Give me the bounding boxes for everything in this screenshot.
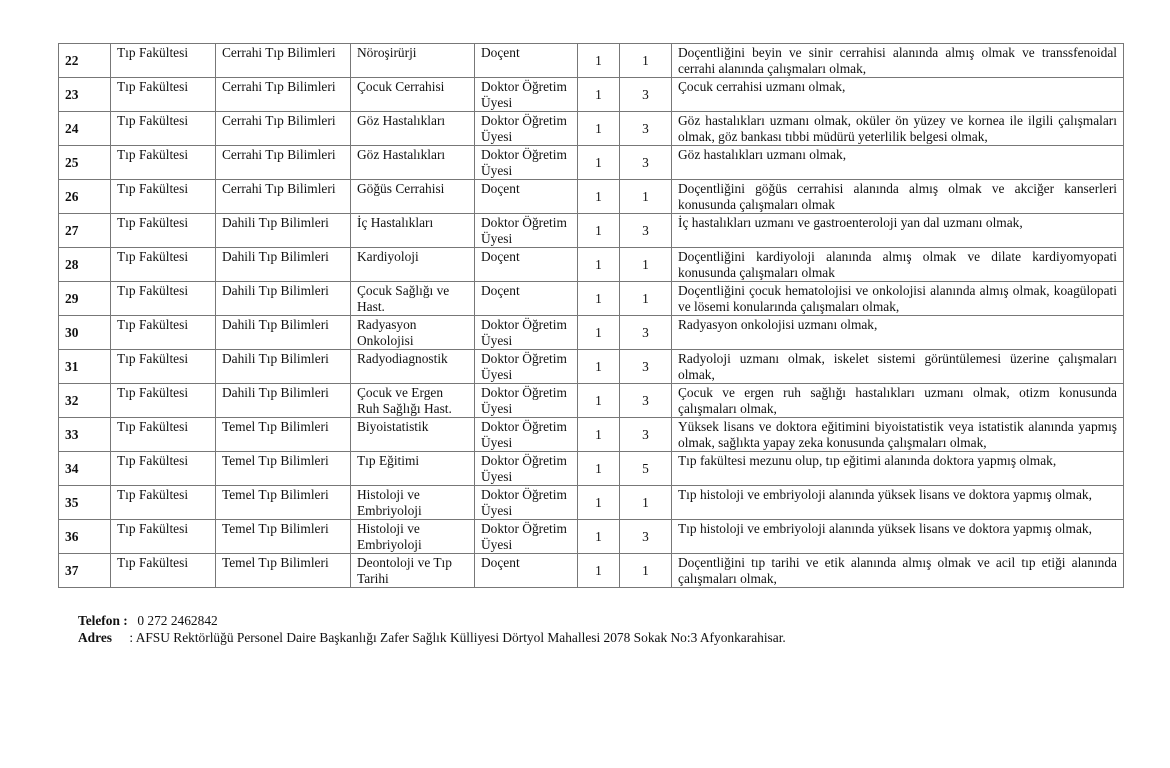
- division-cell: İç Hastalıkları: [351, 214, 475, 248]
- row-number: 31: [59, 350, 111, 384]
- title-cell: Doktor Öğretim Üyesi: [475, 112, 578, 146]
- count-cell: 3: [620, 350, 672, 384]
- division-cell: Deontoloji ve Tıp Tarihi: [351, 554, 475, 588]
- department-cell: Cerrahi Tıp Bilimleri: [216, 78, 351, 112]
- table-row: [59, 112, 1124, 146]
- table-row: [59, 214, 1124, 248]
- table-row: [59, 350, 1124, 384]
- table-body: [59, 44, 1124, 588]
- title-cell: Doktor Öğretim Üyesi: [475, 520, 578, 554]
- count-cell: 3: [620, 384, 672, 418]
- degree-cell: 1: [578, 44, 620, 78]
- row-number: 28: [59, 248, 111, 282]
- faculty-cell: Tıp Fakültesi: [111, 282, 216, 316]
- title-cell: Doçent: [475, 44, 578, 78]
- degree-cell: 1: [578, 316, 620, 350]
- address-line: [78, 629, 786, 646]
- table-row: [59, 452, 1124, 486]
- row-number: 32: [59, 384, 111, 418]
- title-cell: Doçent: [475, 180, 578, 214]
- row-number: 24: [59, 112, 111, 146]
- faculty-cell: Tıp Fakültesi: [111, 112, 216, 146]
- contact-footer: [78, 612, 786, 646]
- count-cell: 3: [620, 418, 672, 452]
- count-cell: 1: [620, 248, 672, 282]
- title-cell: Doktor Öğretim Üyesi: [475, 214, 578, 248]
- department-cell: Cerrahi Tıp Bilimleri: [216, 180, 351, 214]
- title-cell: Doktor Öğretim Üyesi: [475, 384, 578, 418]
- requirements-cell: İç hastalıkları uzmanı ve gastroenteroloji yan dal uzmanı olmak,: [672, 214, 1124, 248]
- division-cell: Radyodiagnostik: [351, 350, 475, 384]
- requirements-cell: Tıp fakültesi mezunu olup, tıp eğitimi alanında doktora yapmış olmak,: [672, 452, 1124, 486]
- faculty-cell: Tıp Fakültesi: [111, 316, 216, 350]
- division-cell: Kardiyoloji: [351, 248, 475, 282]
- faculty-cell: Tıp Fakültesi: [111, 418, 216, 452]
- faculty-cell: Tıp Fakültesi: [111, 350, 216, 384]
- degree-cell: 1: [578, 554, 620, 588]
- table-row: [59, 418, 1124, 452]
- division-cell: Çocuk Cerrahisi: [351, 78, 475, 112]
- requirements-cell: Radyoloji uzmanı olmak, iskelet sistemi görüntülemesi üzerine çalışmaları olmak,: [672, 350, 1124, 384]
- faculty-cell: Tıp Fakültesi: [111, 248, 216, 282]
- division-cell: Nöroşirürji: [351, 44, 475, 78]
- division-cell: Çocuk ve Ergen Ruh Sağlığı Hast.: [351, 384, 475, 418]
- count-cell: 1: [620, 180, 672, 214]
- degree-cell: 1: [578, 486, 620, 520]
- division-cell: Histoloji ve Embriyoloji: [351, 520, 475, 554]
- count-cell: 1: [620, 486, 672, 520]
- degree-cell: 1: [578, 112, 620, 146]
- table-row: [59, 486, 1124, 520]
- title-cell: Doktor Öğretim Üyesi: [475, 146, 578, 180]
- row-number: 29: [59, 282, 111, 316]
- table-row: [59, 44, 1124, 78]
- count-cell: 3: [620, 520, 672, 554]
- count-cell: 1: [620, 282, 672, 316]
- title-cell: Doktor Öğretim Üyesi: [475, 418, 578, 452]
- division-cell: Radyasyon Onkolojisi: [351, 316, 475, 350]
- table-row: [59, 520, 1124, 554]
- requirements-cell: Doçentliğini çocuk hematolojisi ve onkolojisi alanında almış olmak, koagülopati ve lösemi konularında çalışmaları olmak,: [672, 282, 1124, 316]
- faculty-cell: Tıp Fakültesi: [111, 180, 216, 214]
- row-number: 25: [59, 146, 111, 180]
- row-number: 37: [59, 554, 111, 588]
- degree-cell: 1: [578, 146, 620, 180]
- table-row: [59, 180, 1124, 214]
- department-cell: Temel Tıp Bilimleri: [216, 418, 351, 452]
- requirements-cell: Doçentliğini beyin ve sinir cerrahisi alanında almış olmak ve transsfenoidal cerrahi alanında çalışmaları olmak,: [672, 44, 1124, 78]
- requirements-cell: Radyasyon onkolojisi uzmanı olmak,: [672, 316, 1124, 350]
- count-cell: 3: [620, 146, 672, 180]
- faculty-cell: Tıp Fakültesi: [111, 44, 216, 78]
- requirements-cell: Çocuk ve ergen ruh sağlığı hastalıkları uzmanı olmak, otizm konusunda çalışmaları olmak,: [672, 384, 1124, 418]
- faculty-cell: Tıp Fakültesi: [111, 384, 216, 418]
- title-cell: Doktor Öğretim Üyesi: [475, 486, 578, 520]
- title-cell: Doktor Öğretim Üyesi: [475, 350, 578, 384]
- title-cell: Doçent: [475, 554, 578, 588]
- degree-cell: 1: [578, 350, 620, 384]
- count-cell: 3: [620, 316, 672, 350]
- row-number: 22: [59, 44, 111, 78]
- division-cell: Tıp Eğitimi: [351, 452, 475, 486]
- table-row: [59, 282, 1124, 316]
- division-cell: Çocuk Sağlığı ve Hast.: [351, 282, 475, 316]
- degree-cell: 1: [578, 452, 620, 486]
- requirements-cell: Göz hastalıkları uzmanı olmak, oküler ön yüzey ve kornea ile ilgili çalışmaları olmak, göz bankası tıbbi müdürü yeterlilik belgesi olmak,: [672, 112, 1124, 146]
- requirements-cell: Doçentliğini göğüs cerrahisi alanında almış olmak ve akciğer kanserleri konusunda çalışmaları olmak: [672, 180, 1124, 214]
- row-number: 34: [59, 452, 111, 486]
- table-row: [59, 146, 1124, 180]
- table-row: [59, 384, 1124, 418]
- department-cell: Dahili Tıp Bilimleri: [216, 316, 351, 350]
- degree-cell: 1: [578, 520, 620, 554]
- faculty-cell: Tıp Fakültesi: [111, 520, 216, 554]
- department-cell: Dahili Tıp Bilimleri: [216, 350, 351, 384]
- address-label: Adres: [78, 630, 112, 645]
- division-cell: Göğüs Cerrahisi: [351, 180, 475, 214]
- count-cell: 3: [620, 78, 672, 112]
- degree-cell: 1: [578, 78, 620, 112]
- division-cell: Biyoistatistik: [351, 418, 475, 452]
- phone-label: Telefon :: [78, 613, 128, 628]
- row-number: 36: [59, 520, 111, 554]
- degree-cell: 1: [578, 214, 620, 248]
- faculty-cell: Tıp Fakültesi: [111, 78, 216, 112]
- table-row: [59, 554, 1124, 588]
- faculty-cell: Tıp Fakültesi: [111, 452, 216, 486]
- row-number: 35: [59, 486, 111, 520]
- degree-cell: 1: [578, 180, 620, 214]
- table-row: [59, 248, 1124, 282]
- faculty-cell: Tıp Fakültesi: [111, 486, 216, 520]
- row-number: 26: [59, 180, 111, 214]
- department-cell: Temel Tıp Bilimleri: [216, 452, 351, 486]
- requirements-cell: Tıp histoloji ve embriyoloji alanında yüksek lisans ve doktora yapmış olmak,: [672, 486, 1124, 520]
- department-cell: Temel Tıp Bilimleri: [216, 486, 351, 520]
- department-cell: Cerrahi Tıp Bilimleri: [216, 44, 351, 78]
- row-number: 23: [59, 78, 111, 112]
- degree-cell: 1: [578, 248, 620, 282]
- row-number: 33: [59, 418, 111, 452]
- count-cell: 5: [620, 452, 672, 486]
- department-cell: Dahili Tıp Bilimleri: [216, 214, 351, 248]
- department-cell: Cerrahi Tıp Bilimleri: [216, 146, 351, 180]
- positions-table: [58, 43, 1124, 588]
- requirements-cell: Tıp histoloji ve embriyoloji alanında yüksek lisans ve doktora yapmış olmak,: [672, 520, 1124, 554]
- department-cell: Dahili Tıp Bilimleri: [216, 384, 351, 418]
- faculty-cell: Tıp Fakültesi: [111, 146, 216, 180]
- department-cell: Temel Tıp Bilimleri: [216, 554, 351, 588]
- title-cell: Doktor Öğretim Üyesi: [475, 78, 578, 112]
- department-cell: Temel Tıp Bilimleri: [216, 520, 351, 554]
- address-value: : AFSU Rektörlüğü Personel Daire Başkanlığı Zafer Sağlık Külliyesi Dörtyol Mahallesi 2078 Sokak No:3 Afyonkarahisar.: [129, 630, 786, 645]
- row-number: 27: [59, 214, 111, 248]
- department-cell: Dahili Tıp Bilimleri: [216, 248, 351, 282]
- count-cell: 3: [620, 112, 672, 146]
- requirements-cell: Yüksek lisans ve doktora eğitimini biyoistatistik veya istatistik alanında yapmış olmak, sağlıkta yapay zeka konusunda çalışmaları olmak,: [672, 418, 1124, 452]
- count-cell: 1: [620, 554, 672, 588]
- row-number: 30: [59, 316, 111, 350]
- title-cell: Doçent: [475, 282, 578, 316]
- division-cell: Göz Hastalıkları: [351, 112, 475, 146]
- count-cell: 1: [620, 44, 672, 78]
- phone-value: 0 272 2462842: [137, 613, 218, 628]
- title-cell: Doktor Öğretim Üyesi: [475, 316, 578, 350]
- degree-cell: 1: [578, 282, 620, 316]
- requirements-cell: Doçentliğini kardiyoloji alanında almış olmak ve dilate kardiyomyopati konusunda çalışmaları olmak: [672, 248, 1124, 282]
- count-cell: 3: [620, 214, 672, 248]
- requirements-cell: Çocuk cerrahisi uzmanı olmak,: [672, 78, 1124, 112]
- degree-cell: 1: [578, 384, 620, 418]
- table-row: [59, 316, 1124, 350]
- division-cell: Histoloji ve Embriyoloji: [351, 486, 475, 520]
- title-cell: Doktor Öğretim Üyesi: [475, 452, 578, 486]
- department-cell: Dahili Tıp Bilimleri: [216, 282, 351, 316]
- degree-cell: 1: [578, 418, 620, 452]
- table-row: [59, 78, 1124, 112]
- division-cell: Göz Hastalıkları: [351, 146, 475, 180]
- requirements-cell: Göz hastalıkları uzmanı olmak,: [672, 146, 1124, 180]
- phone-line: [78, 612, 786, 629]
- faculty-cell: Tıp Fakültesi: [111, 554, 216, 588]
- faculty-cell: Tıp Fakültesi: [111, 214, 216, 248]
- department-cell: Cerrahi Tıp Bilimleri: [216, 112, 351, 146]
- requirements-cell: Doçentliğini tıp tarihi ve etik alanında almış olmak ve acil tıp etiği alanında çalışmaları olmak,: [672, 554, 1124, 588]
- title-cell: Doçent: [475, 248, 578, 282]
